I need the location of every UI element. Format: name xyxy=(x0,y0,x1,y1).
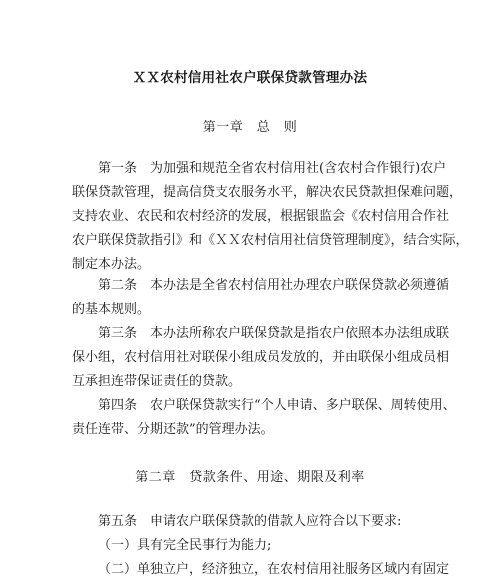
article-1-line: 联保贷款管理，提高信贷支农服务水平，解决农民贷款担保难问题， xyxy=(72,185,463,200)
article-3-line: 保小组，农村信用社对联保小组成员发放的，并由联保小组成员相 xyxy=(72,350,450,365)
document-title: ＸＸ农村信用社农户联保贷款管理办法 xyxy=(132,70,368,86)
article-2 xyxy=(72,274,452,322)
article-5 xyxy=(72,510,452,582)
article-3 xyxy=(72,322,452,394)
article-3-line: 第三条 本办法所称农户联保贷款是指农户依照本办法组成联 xyxy=(98,326,450,341)
article-5-line: （一）具有完全民事行为能力; xyxy=(98,538,272,553)
article-1 xyxy=(72,157,469,277)
article-2-line: 的基本规则。 xyxy=(72,302,151,317)
article-1-line: 支持农业、农民和农村经济的发展，根据银监会《农村信用合作社 xyxy=(72,209,450,224)
article-2-line: 第二条 本办法是全省农村信用社办理农户联保贷款必须遵循 xyxy=(98,278,450,293)
article-5-line: （二）单独立户，经济独立，在农村信用社服务区域内有固定 xyxy=(98,562,450,577)
chapter-heading-1: 第一章 总 则 xyxy=(202,120,298,135)
article-1-line: 制定本办法。 xyxy=(72,257,151,272)
chapter-heading-2: 第二章 贷款条件、用途、期限及利率 xyxy=(135,470,365,485)
article-4-line: 第四条 农户联保贷款实行“个人申请、多户联保、周转使用、 xyxy=(98,398,456,413)
article-4 xyxy=(72,394,456,442)
article-3-line: 互承担连带保证责任的贷款。 xyxy=(72,374,242,389)
article-5-line: 第五条 申请农户联保贷款的借款人应符合以下要求: xyxy=(98,514,402,529)
article-1-line: 第一条 为加强和规范全省农村信用社(含农村合作银行)农户 xyxy=(98,161,447,176)
article-1-line: 农户联保贷款指引》和《ＸＸ农村信用社信贷管理制度》，结合实际， xyxy=(72,233,469,248)
article-4-line: 责任连带、分期还款”的管理办法。 xyxy=(72,422,274,437)
